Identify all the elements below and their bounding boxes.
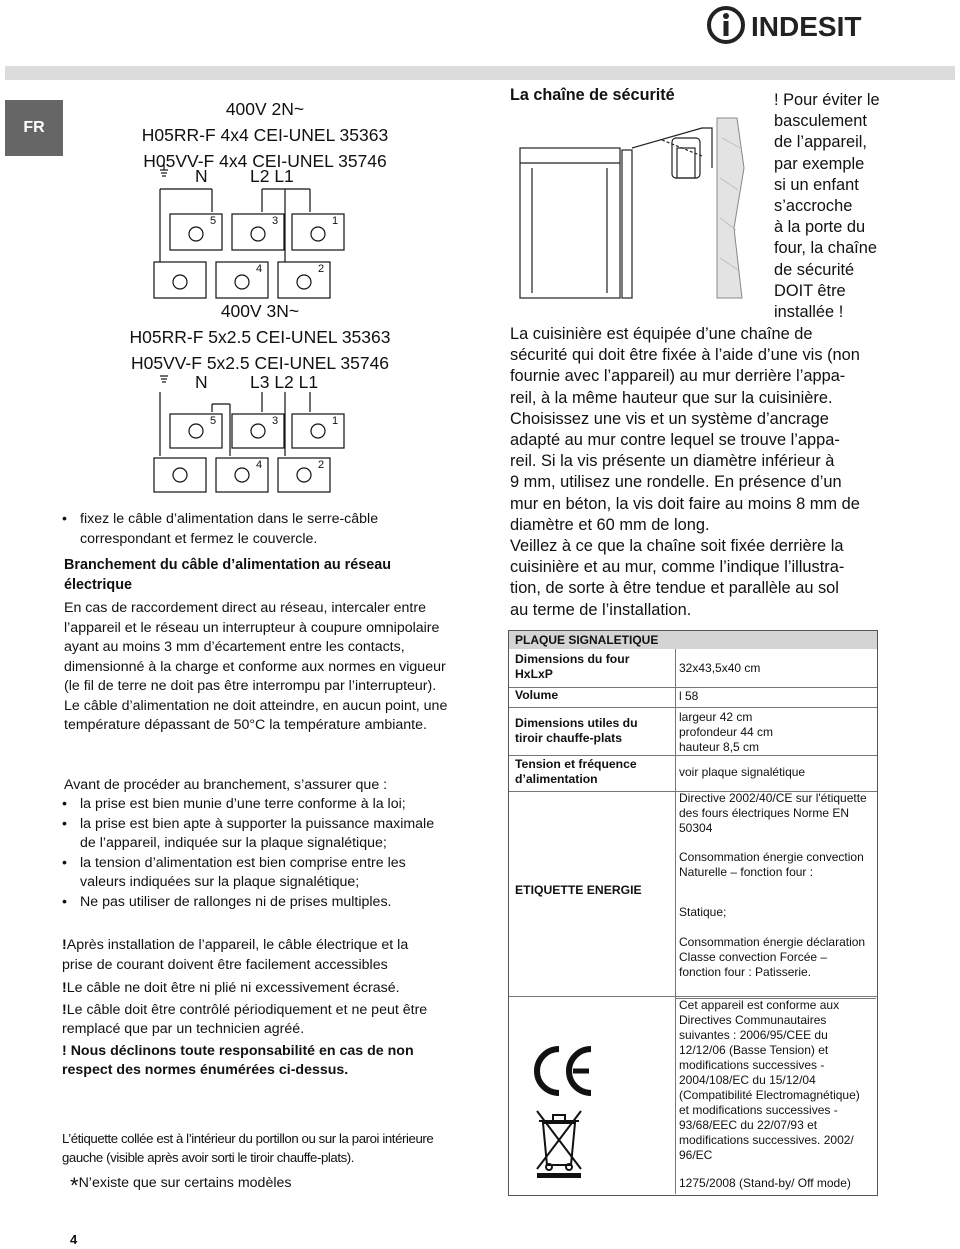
warning-liability: Nous déclinons toute responsabilité en cas de non respect des normes énumérées ci-dessus. bbox=[62, 1042, 414, 1078]
wiring-cable-1b: H05VV-F 4x4 CEI-UNEL 35746 bbox=[143, 151, 387, 171]
chain-instructions bbox=[510, 324, 950, 621]
warning-mark: ! bbox=[62, 1001, 67, 1018]
table-row-label: ETIQUETTE ENERGIE bbox=[515, 883, 642, 897]
chain-warning-line: ! Pour éviter le bbox=[774, 91, 880, 109]
terminal-label-phases-2: L3 L2 L1 bbox=[250, 372, 319, 392]
chain-warning-line: basculement bbox=[774, 112, 867, 131]
ce-compliance-text: Cet appareil est conforme aux Directives Communautaires suivantes : 2006/95/CEE du 12/12/06 (Basse Tension) et modifications successives - 2004/108/EC du 15/12/04 (Compatibilité Electromagnétique) et modifications successives - 93/68/EEC du 22/07/93 et modifications successives. 2002/ 96/EC bbox=[679, 998, 860, 1162]
chain-instruction-line: Choisissez une vis et un système d’ancrage bbox=[510, 409, 829, 428]
list-item: • la prise est bien apte à supporter la puissance maximale de l’appareil, indiquée sur la plaque signalétique; bbox=[60, 815, 450, 854]
page-number: 4 bbox=[70, 1232, 78, 1247]
list-item: • Ne pas utiliser de rallonges ni de prises multiples. bbox=[60, 893, 450, 913]
wiring-voltage-2: 400V 3N~ bbox=[220, 301, 300, 321]
terminal-number: 2 bbox=[318, 459, 325, 471]
list-item: • la prise est bien munie d’une terre conforme à la loi; bbox=[60, 795, 450, 815]
check-list bbox=[60, 795, 450, 912]
weee-bin-icon bbox=[529, 1107, 589, 1179]
footnote-text: N’existe que sur certains modèles bbox=[78, 1175, 292, 1191]
rating-plate-table bbox=[508, 630, 878, 1196]
wiring-title-1 bbox=[110, 96, 420, 174]
chain-warning-line: par exemple bbox=[774, 154, 865, 173]
chain-warning-line: installée ! bbox=[774, 303, 844, 322]
chain-warning-line: à la porte du bbox=[774, 218, 866, 237]
table-rule bbox=[509, 755, 877, 756]
terminal-number: 4 bbox=[256, 263, 263, 275]
chain-warning-line: si un enfant bbox=[774, 175, 859, 194]
chain-warning-line: de l’appareil, bbox=[774, 133, 867, 152]
table-rule bbox=[509, 707, 877, 708]
chain-warning-line: four, la chaîne bbox=[774, 239, 877, 258]
terminal-number: 5 bbox=[210, 415, 217, 427]
table-row-label: Dimensions du four HxLxP bbox=[515, 652, 630, 681]
bullet-text: • fixez le câble d’alimentation dans le serre-câble correspondant et fermez le couvercle. bbox=[60, 510, 440, 549]
warning-notes bbox=[62, 936, 432, 1081]
brand-name: INDESIT bbox=[751, 11, 862, 42]
chain-instruction-line: fournie avec l’appareil) au mur derrière l’appa- bbox=[510, 367, 846, 386]
table-rule bbox=[509, 996, 877, 997]
table-row-value: l 58 bbox=[679, 689, 699, 703]
header-bar bbox=[5, 66, 955, 80]
chain-title: La chaîne de sécurité bbox=[510, 86, 675, 104]
wiring-cable-2a: H05RR-F 5x2.5 CEI-UNEL 35363 bbox=[129, 327, 391, 347]
table-row-value: Directive 2002/40/CE sur l'étiquette des fours électriques Norme EN 50304 bbox=[679, 791, 867, 835]
connection-paragraph: En cas de raccordement direct au réseau, intercaler entre l’appareil et le réseau un interrupteur à coupure omnipolaire ayant au moins 3 mm d’écartement entre les contacts, dimensionné à la charge et conforme aux normes en vigueur (le fil de terre ne doit pas être interrompu par l’interrupteur). Le câble d’alimentation ne doit atteindre, en aucun point, une température dépassant de 50°C la température ambiante. bbox=[64, 600, 448, 733]
terminal-number: 2 bbox=[318, 263, 325, 275]
chain-instruction-line: Veillez à ce que la chaîne soit fixée derrière la bbox=[510, 537, 844, 556]
chain-instruction-line: La cuisinière est équipée d’une chaîne de bbox=[510, 325, 813, 343]
table-row-value: largeur 42 cm profondeur 44 cm hauteur 8,5 cm bbox=[679, 710, 774, 754]
terminal-label-n-2: N bbox=[195, 372, 208, 392]
chain-instruction-line: diamètre et 60 mm de long. bbox=[510, 515, 710, 534]
chain-instruction-line: sécurité qui doit être fixée à l’aide d’une vis (non bbox=[510, 346, 860, 365]
terminal-label-n-1: N bbox=[195, 166, 208, 186]
chain-instruction-line: au terme de l’installation. bbox=[510, 600, 692, 619]
table-rule bbox=[509, 687, 877, 688]
chain-instruction-line: adapté au mur contre lequel se trouve l’appa- bbox=[510, 431, 840, 450]
warning-mark: ! bbox=[62, 937, 67, 953]
terminal-number: 3 bbox=[272, 415, 279, 427]
language-tab: FR bbox=[5, 100, 63, 156]
wiring-title-2 bbox=[100, 298, 420, 376]
energy-value: Statique; bbox=[679, 905, 727, 919]
energy-value: Consommation énergie convection Naturelle – fonction four : bbox=[679, 850, 864, 879]
warning-bend: Le câble ne doit être ni plié ni excessivement écrasé. bbox=[66, 980, 400, 996]
indesit-logo bbox=[705, 4, 875, 46]
wiring-cable-1a: H05RR-F 4x4 CEI-UNEL 35363 bbox=[141, 125, 389, 145]
table-header: PLAQUE SIGNALETIQUE bbox=[509, 631, 877, 649]
table-row-label: Volume bbox=[515, 688, 559, 702]
table-divider bbox=[675, 649, 676, 1194]
chain-warning-line: DOIT être bbox=[774, 281, 846, 300]
warning-check: Le câble doit être contrôlé périodiquement et ne peut être remplacé que par un technicien agréé. bbox=[62, 1001, 428, 1037]
terminal-number: 1 bbox=[332, 215, 339, 227]
energy-value: Consommation énergie déclaration Classe convection Forcée – fonction four : Patisserie. bbox=[679, 935, 866, 979]
chain-instruction-line: cuisinière et au mur, comme l’indique l’illustra- bbox=[510, 558, 845, 577]
ce-compliance-last: 1275/2008 (Stand-by/ Off mode) bbox=[679, 1176, 851, 1190]
footnote bbox=[70, 1174, 430, 1196]
wiring-cable-2b: H05VV-F 5x2.5 CEI-UNEL 35746 bbox=[130, 353, 390, 373]
table-row-label: Dimensions utiles du tiroir chauffe-plats bbox=[515, 716, 638, 745]
terminal-number: 3 bbox=[272, 215, 279, 227]
list-item: • la tension d’alimentation est bien comprise entre les valeurs indiquées sur la plaque signalétique; bbox=[60, 854, 450, 893]
warning-accessible: Après installation de l’appareil, le câble électrique et la prise de courant doivent être facilement accessibles bbox=[62, 937, 409, 973]
terminal-number: 1 bbox=[332, 415, 339, 427]
chain-instruction-line: reil. Si la vis présente un diamètre inférieur à bbox=[510, 452, 835, 471]
ce-mark-icon bbox=[529, 1041, 599, 1101]
terminal-number: 4 bbox=[256, 459, 263, 471]
chain-warning-line: s’accroche bbox=[774, 197, 853, 216]
warning-mark: ! bbox=[62, 1042, 67, 1059]
check-intro: Avant de procéder au branchement, s’assurer que : bbox=[64, 777, 388, 793]
chain-instruction-line: tion, de sorte à être tendue et parallèle au sol bbox=[510, 579, 839, 598]
label-location-note: L’étiquette collée est à l’intérieur du portillon ou sur la paroi intérieure gauche (visible après avoir sorti le tiroir chauffe-plats). bbox=[62, 1131, 434, 1165]
chain-instruction-line: 9 mm, utilisez une rondelle. En présence d’un bbox=[510, 473, 842, 492]
terminal-label-phases-1: L2 L1 bbox=[250, 166, 294, 186]
chain-warning-line: de sécurité bbox=[774, 260, 855, 279]
section-heading: Branchement du câble d’alimentation au réseau électrique bbox=[64, 557, 392, 593]
warning-mark: ! bbox=[62, 980, 67, 996]
footnote-mark: * bbox=[70, 1173, 79, 1198]
chain-instruction-line: mur en béton, la vis doit faire au moins 8 mm de bbox=[510, 494, 860, 513]
table-row-value: 32x43,5x40 cm bbox=[679, 661, 761, 675]
table-row-label: Tension et fréquence d’alimentation bbox=[515, 757, 637, 786]
table-row-value: voir plaque signalétique bbox=[679, 765, 806, 779]
wiring-voltage-1: 400V 2N~ bbox=[225, 99, 305, 119]
chain-instruction-line: reil, à la même hauteur que sur la cuisinière. bbox=[510, 388, 833, 407]
terminal-number: 5 bbox=[210, 215, 217, 227]
safety-chain-illustration bbox=[512, 108, 762, 308]
chain-warning bbox=[774, 90, 954, 323]
fix-cable-bullet bbox=[60, 510, 440, 549]
